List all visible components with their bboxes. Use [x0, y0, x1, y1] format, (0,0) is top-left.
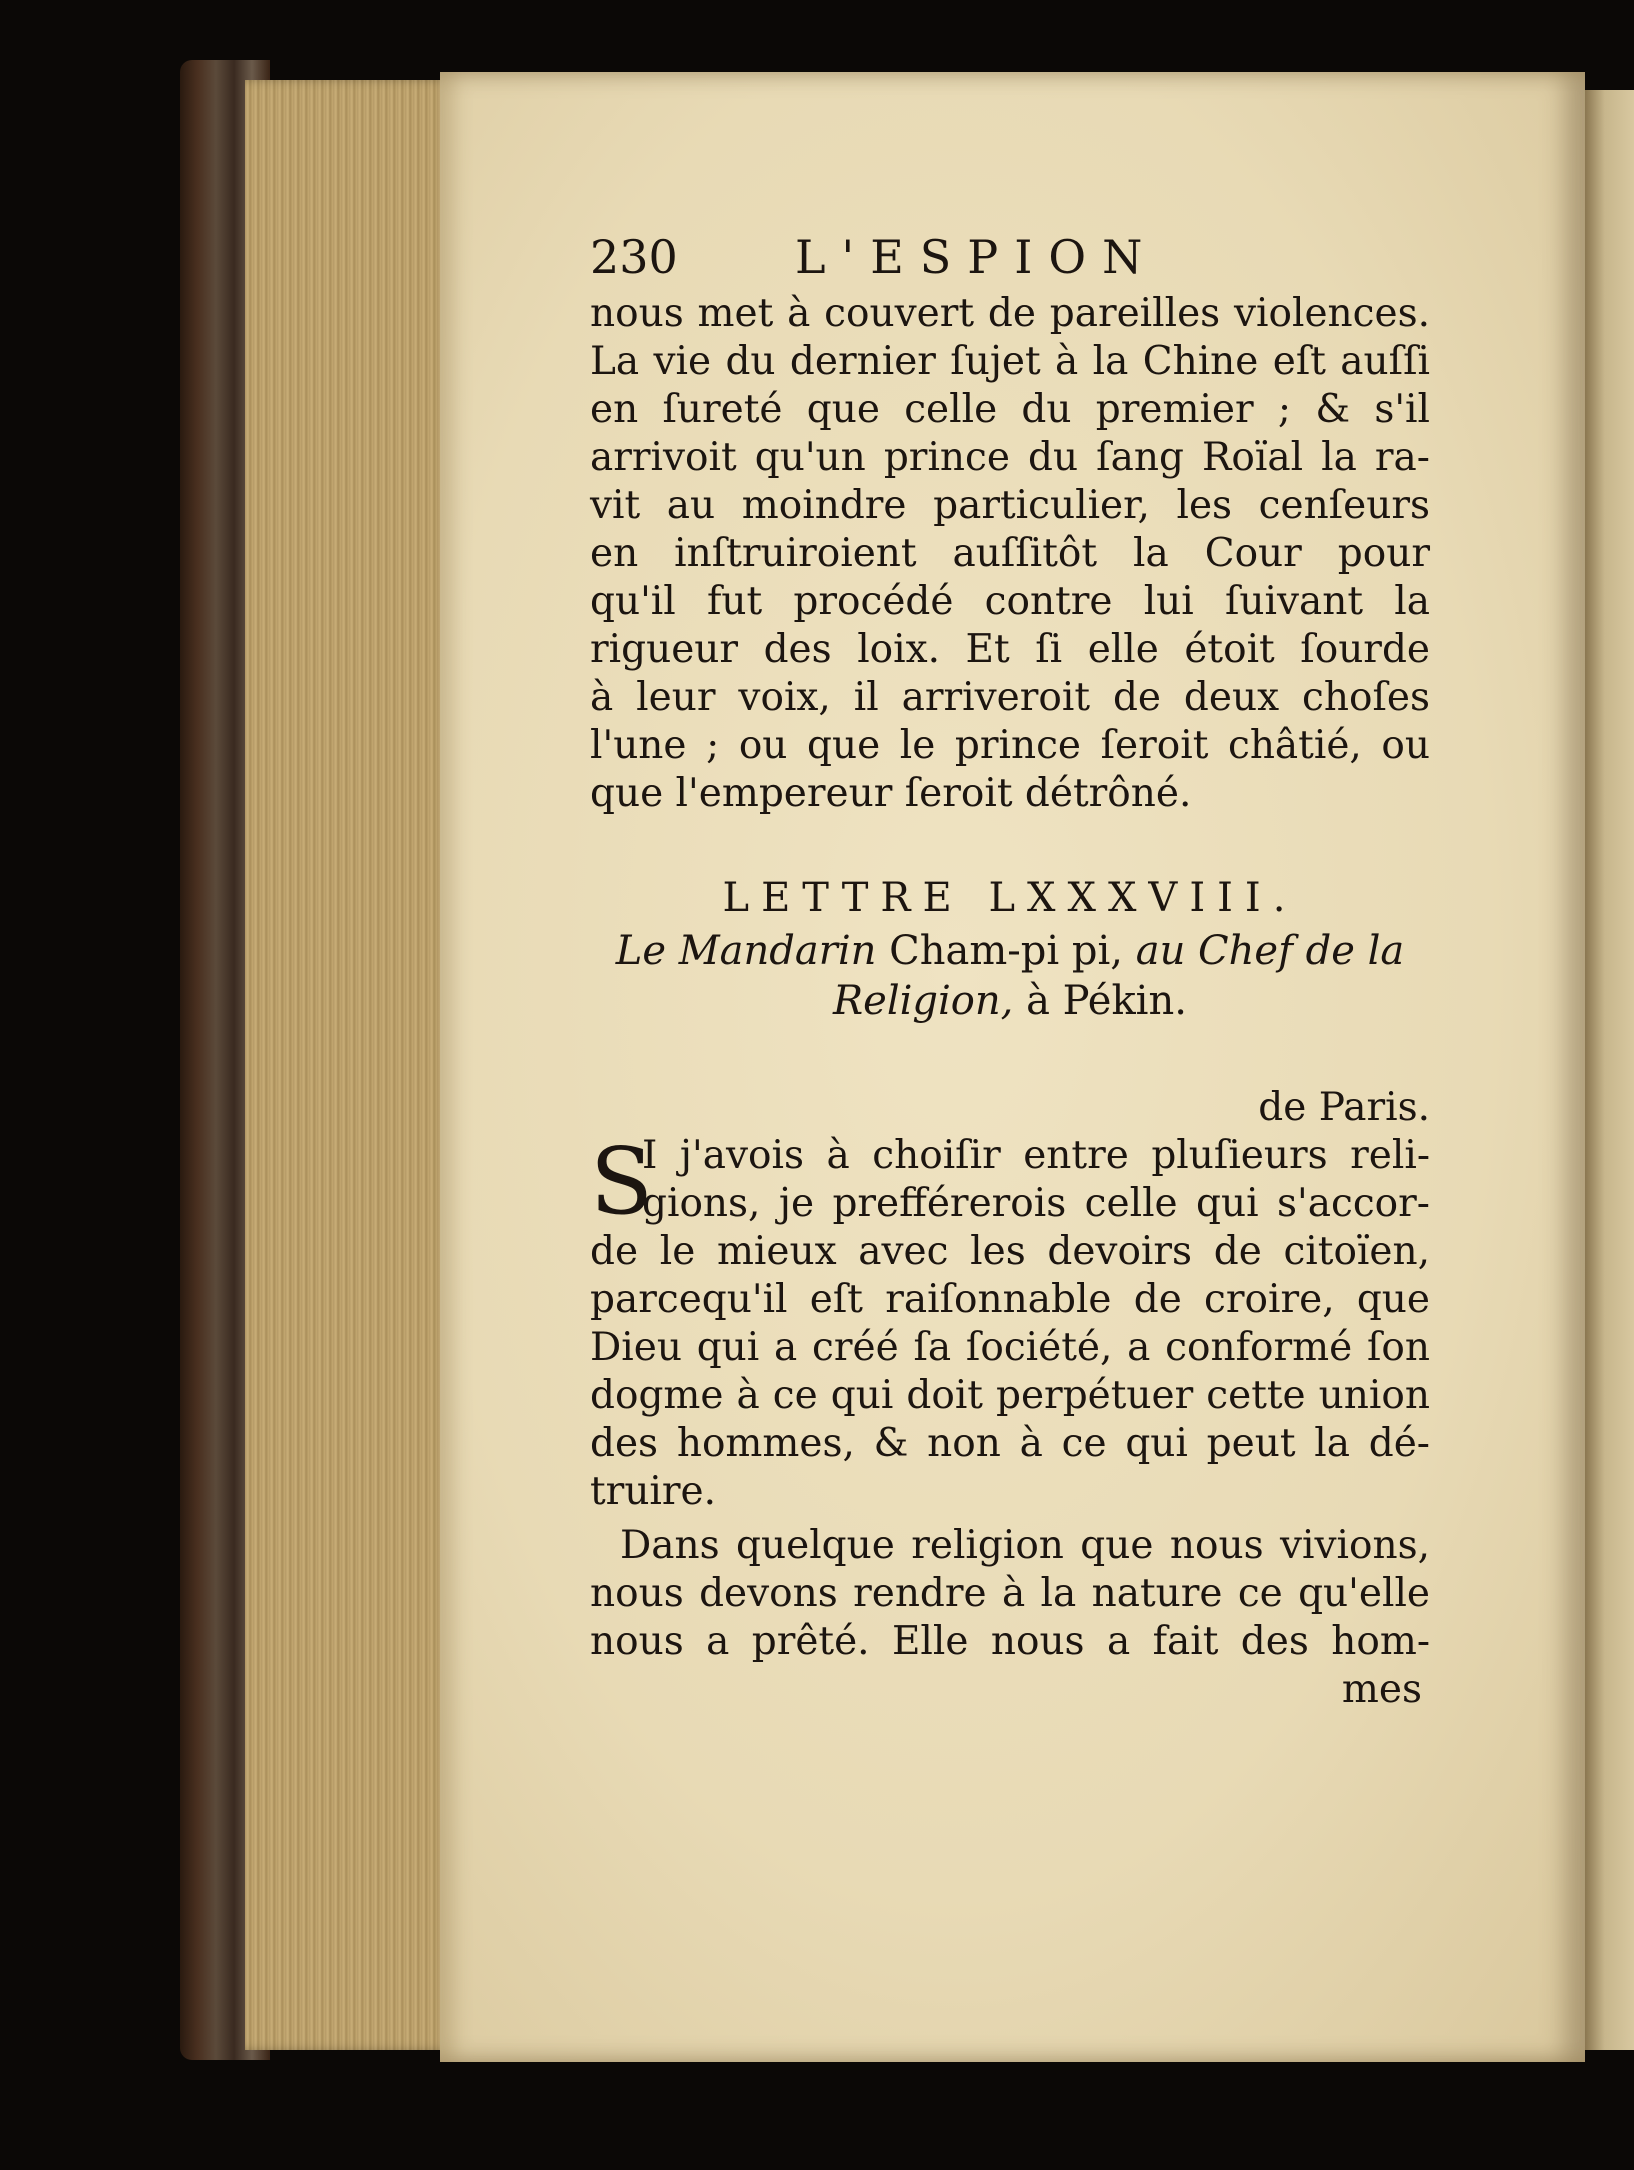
subtitle-italic: au Chef de la	[1135, 928, 1405, 974]
text-line: qu'il fut procédé contre lui ſuivant la	[590, 579, 1430, 624]
catchword: mes	[1341, 1667, 1422, 1712]
text-line: nous a prêté. Elle nous a fait des hom-	[590, 1619, 1430, 1664]
text-line: l'une ; ou que le prince ſeroit châtié, ou	[590, 723, 1430, 768]
text-line: des hommes, & non à ce qui peut la dé-	[590, 1421, 1430, 1466]
text-line: gions, je prefférerois celle qui s'accor-	[642, 1181, 1430, 1226]
text-line: rigueur des loix. Et ſi elle étoit ſourde	[590, 627, 1430, 672]
drop-cap: S	[590, 1128, 654, 1235]
facing-page-edge	[1585, 90, 1634, 2050]
text-line: I j'avois à choiſir entre pluſieurs reli-	[642, 1133, 1430, 1178]
page-header	[590, 230, 1430, 290]
text-line: La vie du dernier ſujet à la Chine eſt auſſi	[590, 339, 1430, 384]
letter-subtitle	[590, 926, 1430, 1026]
paragraph-2	[590, 1128, 1430, 1516]
text-line: Dieu qui a créé ſa ſociété, a conformé ſon	[590, 1325, 1430, 1370]
text-line: dogme à ce qui doit perpétuer cette union	[590, 1373, 1430, 1418]
letter-origin: de Paris.	[1258, 1085, 1430, 1130]
text-line: truire.	[590, 1469, 717, 1514]
text-line: à leur voix, il arriveroit de deux choſes	[590, 675, 1430, 720]
letter-title: LETTRE LXXXVIII.	[722, 875, 1298, 921]
page-edges	[245, 80, 450, 2050]
text-line: en ſureté que celle du premier ; & s'il	[590, 387, 1430, 432]
paragraph-1	[590, 290, 1430, 818]
text-line: vit au moindre particulier, les cenſeurs	[590, 483, 1430, 528]
text-line: parcequ'il eſt raiſonnable de croire, que	[590, 1277, 1430, 1322]
subtitle-place: à Pékin.	[1026, 978, 1187, 1024]
subtitle-italic: Religion,	[833, 978, 1014, 1024]
subtitle-name: Cham-pi pi,	[889, 928, 1124, 974]
text-line: nous met à couvert de pareilles violences.	[590, 291, 1430, 336]
page-number: 230	[590, 230, 678, 284]
page-text	[590, 230, 1430, 1714]
running-title: L'ESPION	[795, 230, 1159, 284]
text-line: que l'empereur ſeroit détrôné.	[590, 771, 1192, 816]
text-line: de le mieux avec les devoirs de citoïen,	[590, 1229, 1430, 1274]
text-line: nous devons rendre à la nature ce qu'elle	[590, 1571, 1430, 1616]
text-line: en inſtruiroient auſſitôt la Cour pour	[590, 531, 1430, 576]
paragraph-3	[590, 1522, 1430, 1666]
text-line: Dans quelque religion que nous vivions,	[620, 1523, 1430, 1568]
subtitle-italic: Le Mandarin	[615, 928, 877, 974]
text-line: arrivoit qu'un prince du ſang Roïal la ra-	[590, 435, 1430, 480]
